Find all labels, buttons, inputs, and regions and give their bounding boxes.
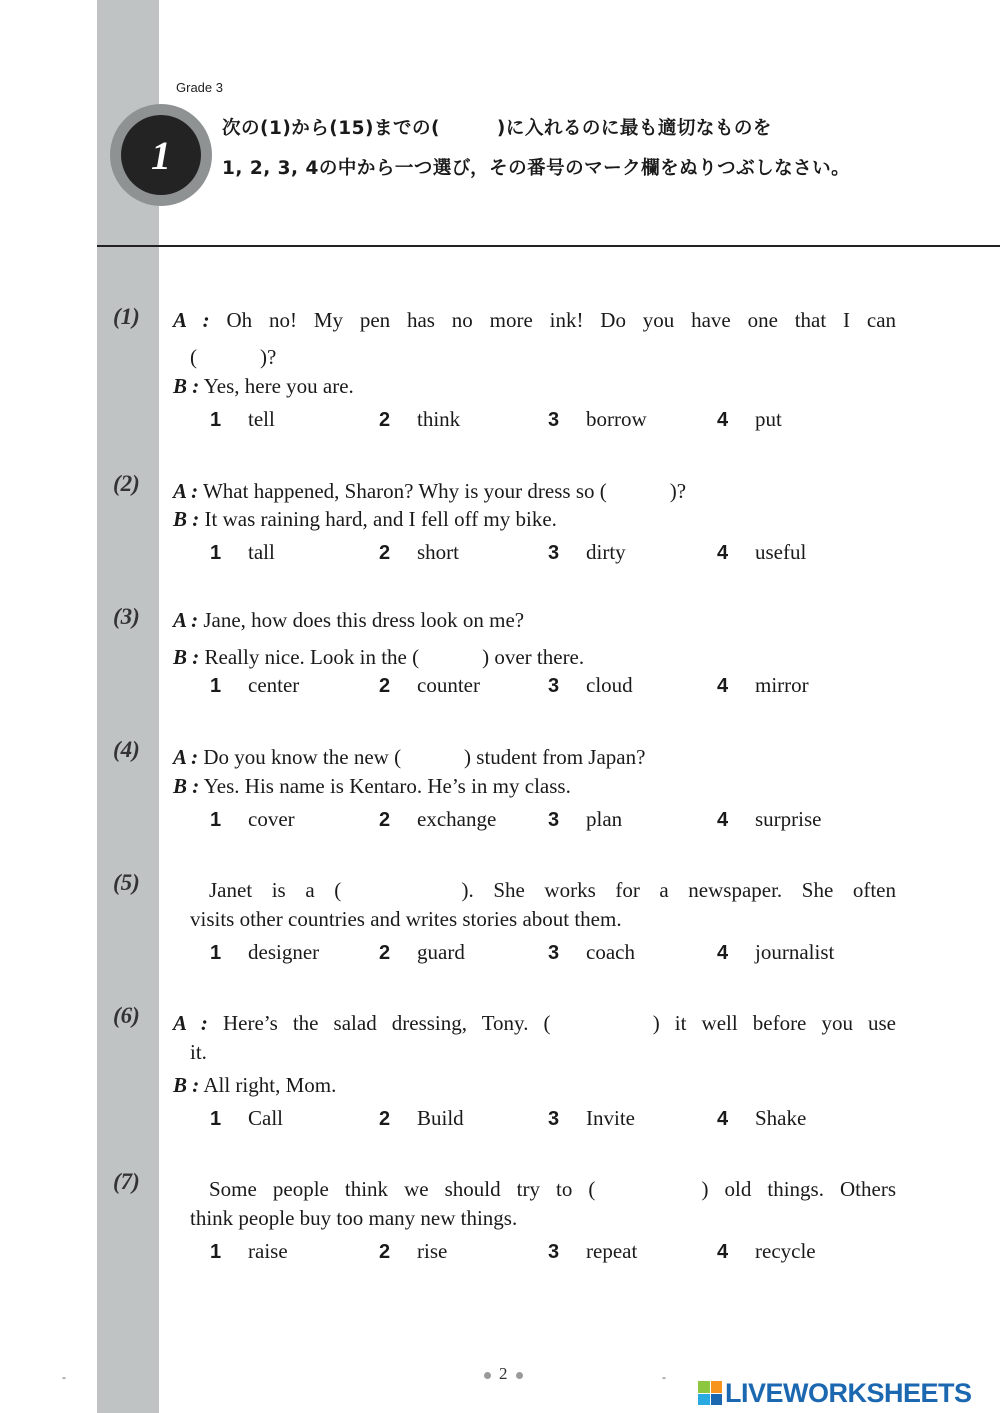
answer-option-3[interactable]: 3 dirty — [548, 540, 626, 564]
answer-option-4[interactable]: 4 put — [717, 407, 782, 431]
dialogue-text: Jane, how does this dress look on me? — [203, 608, 525, 632]
logo-grid-icon — [698, 1381, 722, 1405]
answer-option-4[interactable]: 4 journalist — [717, 940, 835, 964]
answer-option-4[interactable]: 4 Shake — [717, 1106, 807, 1130]
sentence-text: visits other countries and writes stories about them. — [190, 907, 622, 931]
question-number: (1) — [113, 304, 140, 329]
question-number: (3) — [113, 604, 140, 629]
dialogue-text: Here’s the salad dressing, Tony. ( ) it well before you use — [222, 1011, 896, 1035]
answer-option-1[interactable]: 1 designer — [210, 940, 320, 964]
left-margin-band — [97, 0, 159, 1413]
dialogue-text: It was raining hard, and I fell off my bike. — [204, 507, 557, 531]
answer-option-2[interactable]: 2 Build — [379, 1106, 464, 1130]
grade-label: Grade 3 — [176, 80, 223, 95]
dialogue-line — [173, 641, 584, 671]
answer-option-3[interactable]: 3 plan — [548, 807, 623, 831]
answer-option-1[interactable]: 1 tell — [210, 407, 275, 431]
question-number: (6) — [113, 1003, 140, 1028]
margin-tick-right: - — [662, 1370, 666, 1384]
speaker-label: B : — [173, 507, 200, 531]
speaker-label: A : — [173, 479, 199, 503]
question-number: (4) — [113, 737, 140, 762]
question-number: (2) — [113, 471, 140, 496]
dialogue-line — [173, 608, 524, 633]
answer-option-1[interactable]: 1 tall — [210, 540, 275, 564]
instruction-line-1: 次の(1)から(15)までの( )に入れるのに最も適切なものを — [222, 118, 772, 139]
answer-option-4[interactable]: 4 surprise — [717, 807, 822, 831]
dialogue-text: ( )? — [190, 345, 277, 369]
margin-tick-left: - — [62, 1370, 66, 1384]
speaker-label: A : — [173, 745, 199, 769]
dialogue-text: All right, Mom. — [203, 1073, 337, 1097]
dialogue-line — [173, 475, 686, 505]
speaker-label: B : — [173, 1073, 200, 1097]
answer-option-3[interactable]: 3 borrow — [548, 407, 647, 431]
dot-icon — [484, 1372, 491, 1379]
dialogue-text: Really nice. Look in the ( ) over there. — [204, 645, 585, 669]
page-number: 2 — [476, 1364, 531, 1384]
answer-option-2[interactable]: 2 rise — [379, 1239, 448, 1263]
answer-option-1[interactable]: 1 raise — [210, 1239, 288, 1263]
answer-option-3[interactable]: 3 repeat — [548, 1239, 638, 1263]
sentence-text: Some people think we should try to ( ) old things. Others — [209, 1177, 896, 1201]
answer-option-2[interactable]: 2 exchange — [379, 807, 497, 831]
dialogue-line — [173, 308, 896, 333]
speaker-label: B : — [173, 774, 200, 798]
logo-text: LIVEWORKSHEETS — [725, 1377, 972, 1408]
liveworksheets-logo[interactable] — [698, 1376, 972, 1410]
answer-option-3[interactable]: 3 coach — [548, 940, 635, 964]
section-number-badge: 1 — [121, 115, 201, 195]
answer-option-2[interactable]: 2 short — [379, 540, 459, 564]
speaker-label: A : — [173, 608, 199, 632]
dialogue-text: it. — [190, 1040, 207, 1064]
dot-icon — [516, 1372, 523, 1379]
answer-option-4[interactable]: 4 useful — [717, 540, 807, 564]
dialogue-line — [173, 507, 557, 532]
question-number: (7) — [113, 1169, 140, 1194]
answer-option-4[interactable]: 4 mirror — [717, 673, 809, 697]
dialogue-text: Oh no! My pen has no more ink! Do you have one that I can — [226, 308, 897, 332]
dialogue-line — [173, 741, 645, 771]
header-divider — [97, 245, 1000, 247]
answer-option-1[interactable]: 1 cover — [210, 807, 295, 831]
dialogue-text: What happened, Sharon? Why is your dress so ( )? — [202, 479, 687, 503]
dialogue-line — [173, 1073, 336, 1098]
dialogue-line — [173, 1007, 896, 1037]
sentence-text: Janet is a ( ). She works for a newspaper. She often — [209, 878, 896, 902]
speaker-label: A : — [173, 308, 210, 332]
answer-option-4[interactable]: 4 recycle — [717, 1239, 816, 1263]
answer-option-1[interactable]: 1 center — [210, 673, 300, 697]
answer-option-2[interactable]: 2 guard — [379, 940, 465, 964]
answer-option-2[interactable]: 2 think — [379, 407, 461, 431]
dialogue-text: Yes. His name is Kentaro. He’s in my class. — [203, 774, 571, 798]
answer-option-1[interactable]: 1 Call — [210, 1106, 283, 1130]
dialogue-line — [173, 374, 354, 399]
speaker-label: B : — [173, 374, 200, 398]
answer-option-3[interactable]: 3 cloud — [548, 673, 633, 697]
question-number: (5) — [113, 870, 140, 895]
answer-option-3[interactable]: 3 Invite — [548, 1106, 635, 1130]
speaker-label: B : — [173, 645, 200, 669]
answer-option-2[interactable]: 2 counter — [379, 673, 480, 697]
speaker-label: A : — [173, 1011, 208, 1035]
dialogue-text: Yes, here you are. — [203, 374, 354, 398]
dialogue-text: Do you know the new ( ) student from Japan? — [203, 745, 646, 769]
dialogue-line — [173, 774, 571, 799]
sentence-text: think people buy too many new things. — [190, 1206, 518, 1230]
instruction-line-2: 1, 2, 3, 4の中から一つ選び，その番号のマーク欄をぬりつぶしなさい。 — [222, 158, 851, 179]
